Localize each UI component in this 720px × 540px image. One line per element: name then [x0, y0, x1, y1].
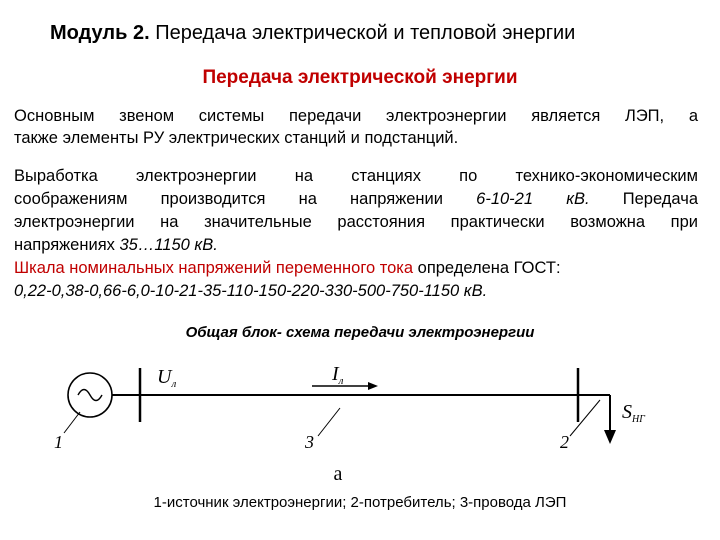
leader-3 [318, 408, 340, 436]
para1-line1: Основным звеном системы передачи электроэнергии является ЛЭП, а [14, 107, 698, 125]
voltage-scale-link: Шкала номинальных напряжений переменного тока [14, 259, 414, 277]
para1-line2: также элементы РУ электрических станций и подстанций. [14, 129, 459, 147]
module-number: Модуль 2. [50, 22, 150, 44]
para2-line3: электроэнергии на значительные расстояния практически возможна при [14, 213, 698, 231]
module-title [50, 22, 575, 45]
label-3: 3 [305, 432, 314, 452]
label-2: 2 [560, 432, 569, 452]
para2-line1: Выработка электроэнергии на станциях по технико-экономическим [14, 167, 698, 185]
load-arrow-icon [604, 430, 616, 444]
current-arrow-icon [368, 382, 378, 390]
figure-caption: 1-источник электроэнергии; 2-потребитель; 3-провода ЛЭП [153, 494, 567, 511]
para2-line2: соображениям производится на напряжении 6-10-21 кВ. Передача [14, 190, 698, 208]
subfigure-label: а [333, 463, 343, 485]
para2-line5: Шкала номинальных напряжений переменного тока определена ГОСТ: [14, 259, 561, 277]
leader-2 [570, 400, 600, 436]
current-label: $I_л$ [332, 363, 344, 387]
block-diagram [0, 350, 720, 495]
diagram-title: Общая блок- схема передачи электроэнергии [185, 324, 535, 341]
section-title: Передача электрической энергии [202, 67, 518, 88]
paragraph-2 [14, 165, 698, 303]
leader-1 [64, 412, 80, 433]
paragraph-1 [14, 105, 698, 149]
label-1: 1 [54, 432, 63, 452]
voltage-label: $U_л$ [157, 366, 177, 390]
ac-wave-icon [78, 390, 102, 401]
module-name: Передача электрической и тепловой энергии [155, 22, 576, 44]
para2-line4: напряжениях 35…1150 кВ. [14, 236, 218, 254]
para2-line6: 0,22-0,38-0,66-6,0-10-21-35-110-150-220-330-500-750-1150 кВ. [14, 282, 488, 300]
power-label: $S_{НГ}$ [622, 401, 645, 425]
